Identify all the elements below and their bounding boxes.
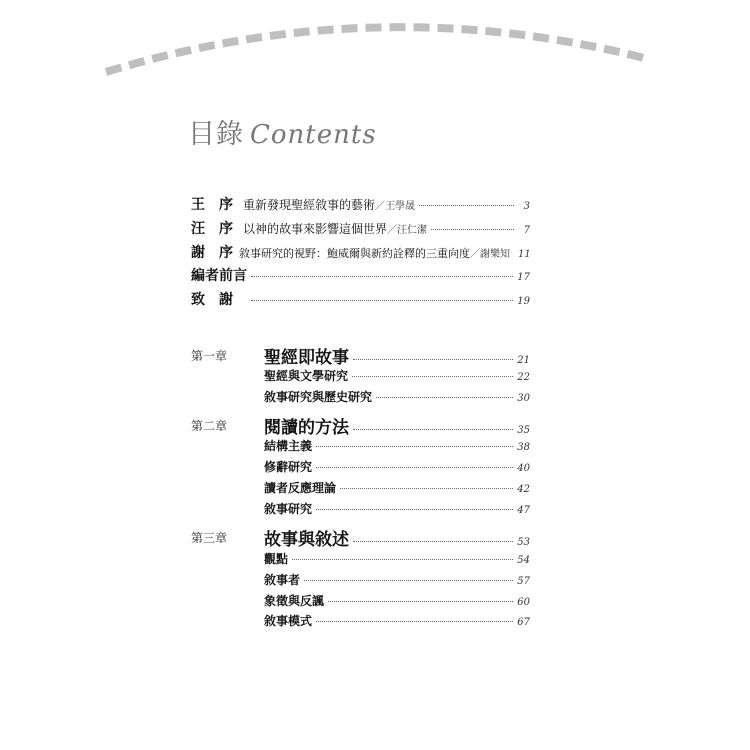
toc-row-section[interactable]	[264, 612, 530, 629]
dot-leader	[316, 621, 513, 622]
section-title: 敘事研究與歷史研究	[264, 390, 373, 404]
toc-head: 汪 序	[191, 221, 233, 237]
dot-leader	[316, 446, 513, 447]
toc-page-number: 38	[517, 442, 530, 453]
toc-page-number: 22	[517, 372, 530, 383]
toc-row-section[interactable]	[264, 437, 530, 454]
toc-page-number: 67	[517, 617, 530, 628]
section-title: 象徵與反諷	[264, 594, 325, 608]
dot-leader	[292, 559, 513, 560]
section-title: 敘事研究	[264, 502, 313, 516]
dot-leader	[353, 359, 513, 360]
section-title: 聖經與文學研究	[264, 369, 349, 383]
toc-row-section[interactable]	[264, 388, 530, 405]
toc-page-number: 30	[517, 393, 530, 404]
toc-page-number: 60	[517, 597, 530, 608]
toc-row-preface-wang2[interactable]	[191, 218, 530, 238]
toc-row-section[interactable]	[264, 479, 530, 496]
toc-page-number: 17	[517, 272, 530, 283]
toc-page-number: 19	[517, 296, 530, 307]
dot-leader	[376, 397, 513, 398]
toc-row-section[interactable]	[264, 550, 530, 567]
section-title: 觀點	[264, 552, 289, 566]
toc-page-number: 53	[517, 537, 530, 548]
chapter-title: 故事與敘述	[264, 530, 349, 550]
toc-row-section[interactable]	[264, 458, 530, 475]
toc-page-number: 47	[517, 505, 530, 516]
dot-leader	[251, 300, 513, 301]
toc-title	[188, 112, 377, 151]
toc-row-section[interactable]	[264, 367, 530, 384]
toc-author: ／謝樂知	[470, 249, 510, 260]
toc-page-number: 40	[517, 463, 530, 474]
toc-row-chapter-1[interactable]	[264, 343, 530, 368]
toc-text: 重新發現聖經敘事的藝術	[243, 198, 376, 212]
toc-page-number: 35	[517, 425, 530, 436]
dot-leader	[431, 229, 514, 230]
dot-leader	[251, 276, 513, 277]
toc-head: 編者前言	[191, 268, 247, 284]
section-title: 結構主義	[264, 439, 313, 453]
toc-title-en: Contents	[250, 120, 377, 150]
dot-leader	[328, 601, 513, 602]
toc-head: 王 序	[191, 197, 233, 213]
chapter-label: 第一章	[191, 349, 228, 363]
toc-page-number: 21	[517, 355, 530, 366]
dot-leader	[316, 509, 513, 510]
toc-head: 謝 序	[191, 245, 233, 261]
dot-leader	[304, 580, 513, 581]
toc-title-zh: 目錄	[188, 119, 244, 150]
toc-page-number: 57	[517, 576, 530, 587]
toc-row-chapter-2[interactable]	[264, 413, 530, 438]
toc-row-preface-wang[interactable]	[191, 194, 530, 214]
toc-row-section[interactable]	[264, 592, 530, 609]
toc-row-preface-xie[interactable]	[191, 242, 530, 262]
section-title: 修辭研究	[264, 460, 313, 474]
section-title: 讀者反應理論	[264, 481, 337, 495]
toc-author: ／汪仁潔	[387, 225, 428, 236]
dot-leader	[340, 488, 513, 489]
toc-row-section[interactable]	[264, 500, 530, 517]
toc-page-number: 42	[517, 484, 530, 495]
section-title: 敘事者	[264, 573, 301, 587]
toc-page-number: 54	[517, 555, 530, 566]
toc-text: 敘事研究的視野：鮑威爾與新約詮釋的三重向度	[239, 247, 470, 260]
toc-author: ／王學晟	[375, 201, 416, 212]
toc-page-number: 7	[523, 225, 530, 236]
toc-row-section[interactable]	[264, 571, 530, 588]
dot-leader	[316, 467, 513, 468]
toc-row-acknowledgements[interactable]	[191, 289, 530, 309]
dot-leader	[353, 541, 513, 542]
toc-row-editor-foreword[interactable]	[191, 265, 530, 285]
toc-page-number: 3	[523, 201, 530, 212]
chapter-title: 閱讀的方法	[264, 418, 349, 438]
toc-page-number: 11	[518, 249, 531, 260]
dot-leader	[353, 429, 513, 430]
chapter-title: 聖經即故事	[264, 348, 349, 368]
section-title: 敘事模式	[264, 614, 313, 628]
toc-head: 致 謝	[191, 292, 233, 308]
toc-text: 以神的故事來影響這個世界	[243, 222, 388, 236]
dot-leader	[419, 205, 514, 206]
chapter-label: 第三章	[191, 531, 228, 545]
dot-leader	[352, 376, 513, 377]
chapter-label: 第二章	[191, 419, 228, 433]
toc-row-chapter-3[interactable]	[264, 525, 530, 550]
